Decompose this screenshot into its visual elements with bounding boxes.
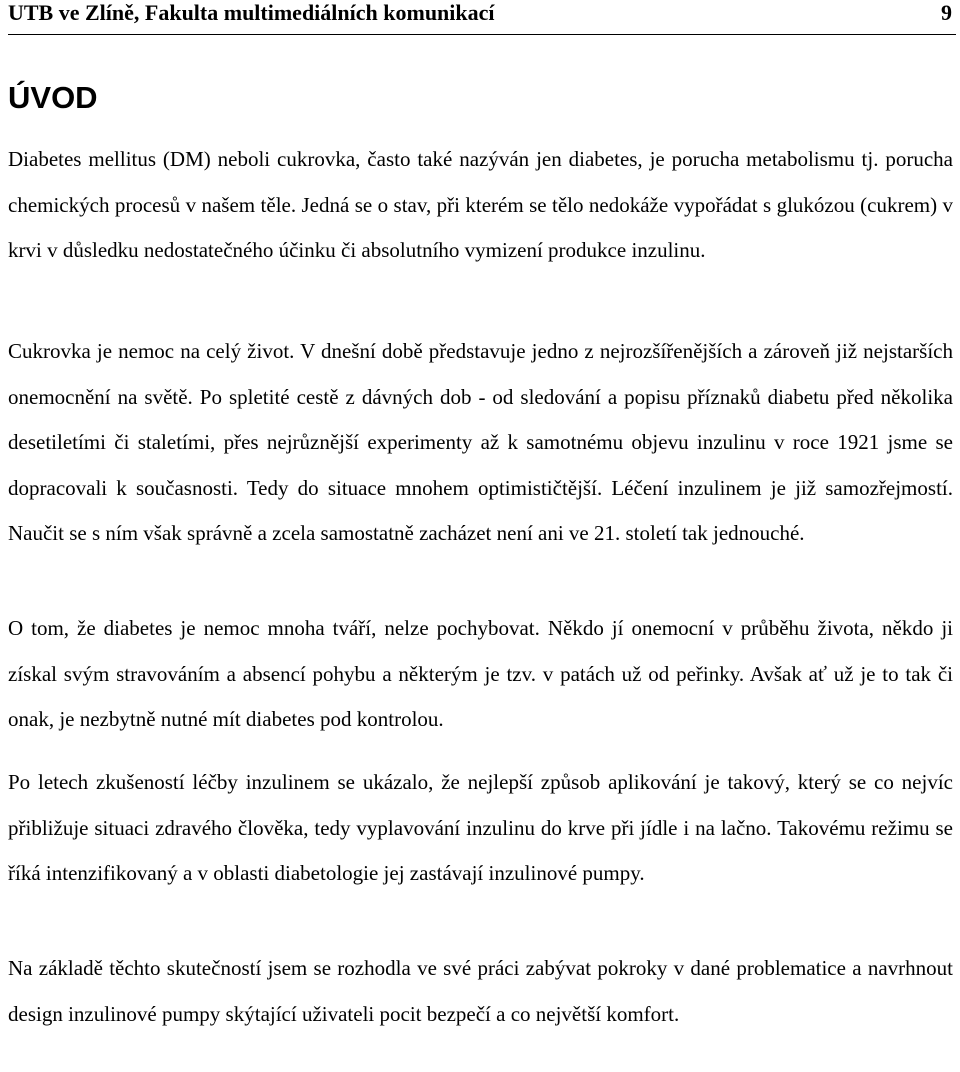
paragraph-history: Cukrovka je nemoc na celý život. V dnešní době představuje jedno z nejrozšířenějších a zároveň již nejstarších onemocnění na světě. Po spletité cestě z dávných dob - od sledování a popisu příznaků diabetu před několika desetiletími či staletími, přes nejrůznější experimenty až k samotnému objevu inzulinu v roce 1921 jsme se dopracovali k současnosti. Tedy do situace mnohem optimističtější. Léčení inzulinem je již samozřejmostí. Naučit se s ním však správně a zcela samostatně zacházet není ani ve 21. století tak jednouché. xyxy=(8,339,953,545)
running-header xyxy=(8,0,956,35)
paragraph-intro: Diabetes mellitus (DM) neboli cukrovka, často také nazýván jen diabetes, je porucha metabolismu tj. porucha chemických procesů v našem těle. Jedná se o stav, při kterém se tělo nedokáže vypořádat s glukózou (cukrem) v krvi v důsledku nedostatečného účinku či absolutního vymizení produkce inzulinu. xyxy=(8,147,953,262)
chapter-title: ÚVOD xyxy=(8,80,98,115)
paragraph-goal: Na základě těchto skutečností jsem se rozhodla ve své práci zabývat pokroky v dané problematice a navrhnout design inzulinové pumpy skýtající uživateli pocit bezpečí a co největší komfort. xyxy=(8,956,953,1026)
page-number: 9 xyxy=(941,0,952,25)
header-title: UTB ve Zlíně, Fakulta multimediálních komunikací xyxy=(8,0,495,25)
paragraph-types: O tom, že diabetes je nemoc mnoha tváří, nelze pochybovat. Někdo jí onemocní v průběhu života, někdo ji získal svým stravováním a absencí pohybu a některým je tzv. v patách už od peřinky. Avšak ať už je to tak či onak, je nezbytně nutné mít diabetes pod kontrolou. xyxy=(8,616,953,731)
paragraph-treatment: Po letech zkušeností léčby inzulinem se ukázalo, že nejlepší způsob aplikování je takový, který se co nejvíc přibližuje situaci zdravého člověka, tedy vyplavování inzulinu do krve při jídle i na lačno. Takovému režimu se říká intenzifikovaný a v oblasti diabetologie jej zastávají inzulinové pumpy. xyxy=(8,770,953,885)
